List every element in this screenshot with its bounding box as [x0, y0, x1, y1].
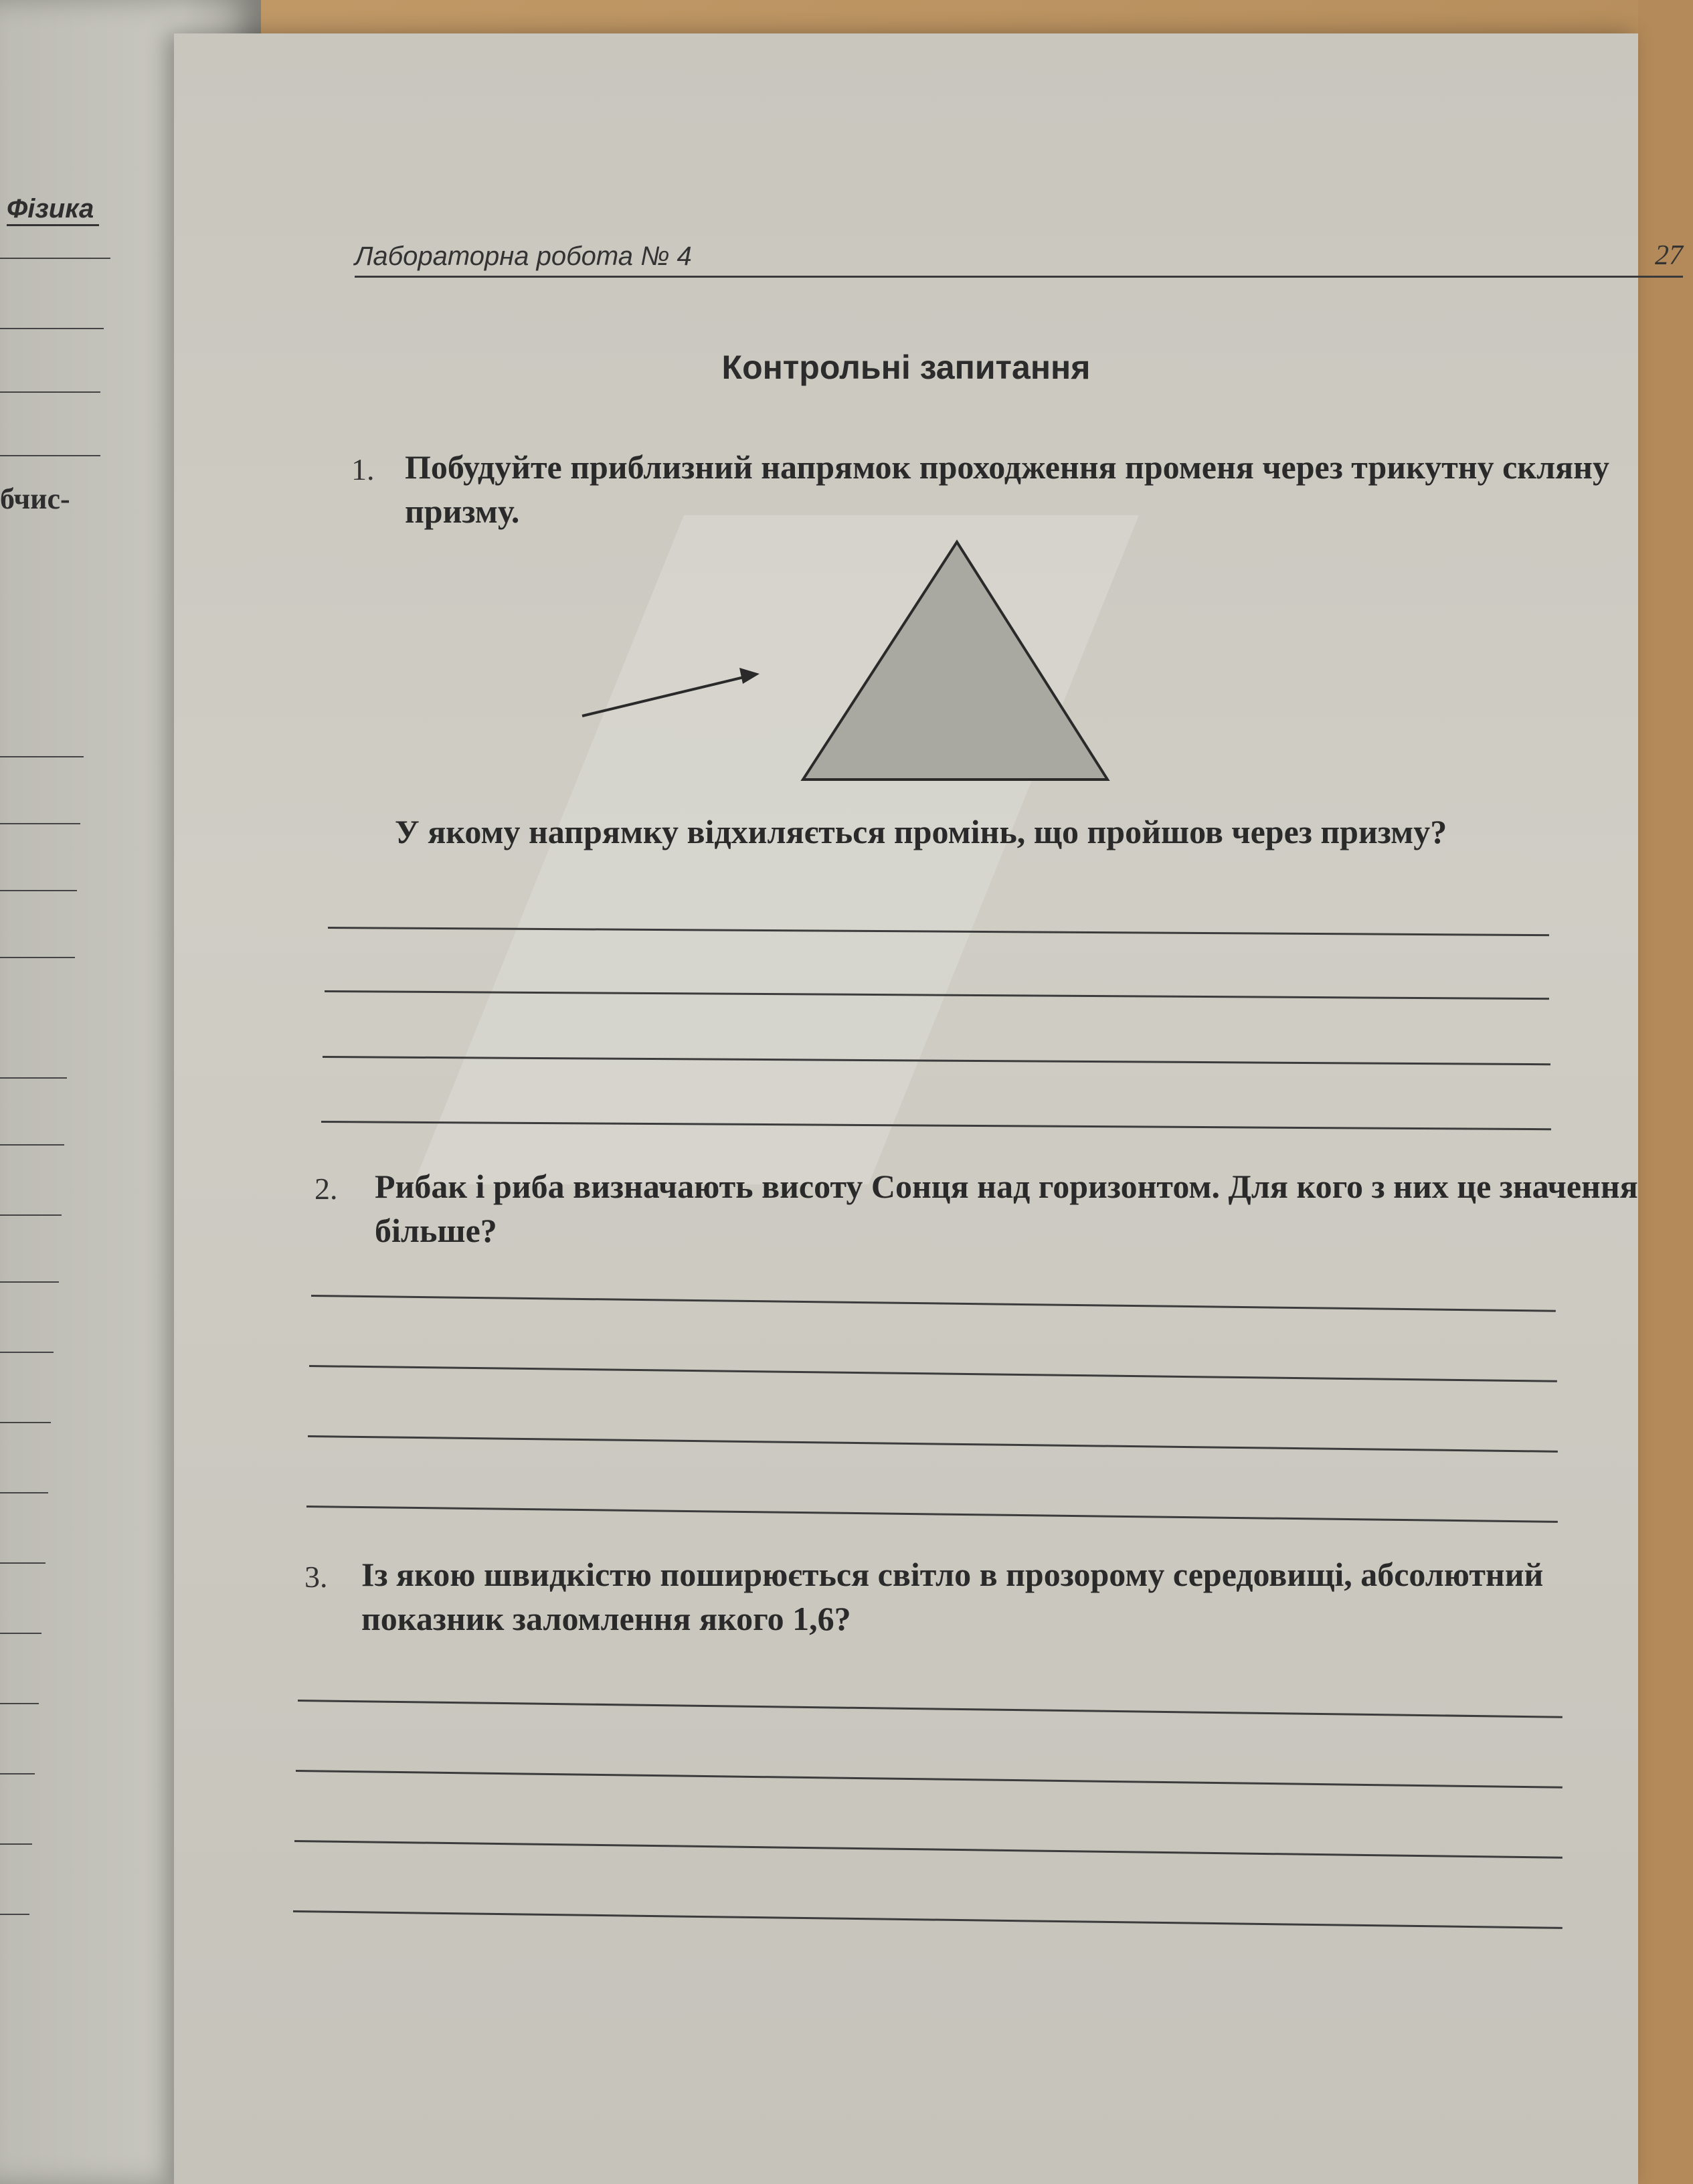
left-answer-line	[0, 1077, 67, 1079]
answer-line[interactable]	[306, 1506, 1558, 1523]
question-number: 3.	[304, 1560, 328, 1594]
left-answer-line	[0, 957, 75, 958]
left-answer-line	[0, 1422, 51, 1423]
left-answer-line	[0, 1914, 29, 1915]
left-answer-line	[0, 1562, 46, 1564]
left-answer-line	[0, 1492, 48, 1493]
running-header	[355, 227, 1683, 278]
left-answer-line	[0, 890, 77, 891]
left-answer-line	[0, 1144, 64, 1146]
left-word-fragment: бчис-	[0, 482, 70, 515]
prism-triangle	[803, 542, 1107, 780]
left-answer-line	[0, 1703, 39, 1704]
page-number: 27	[1655, 240, 1683, 271]
left-answer-line	[0, 391, 100, 393]
left-answer-line	[0, 1281, 59, 1283]
left-page-header: Фізика	[7, 194, 99, 226]
answer-line[interactable]	[294, 1840, 1563, 1859]
question-text: Побудуйте приблизний напрямок проходження променя через трикутну скляну призму.	[405, 448, 1609, 530]
left-answer-line	[0, 1843, 32, 1845]
left-answer-line	[0, 328, 104, 329]
left-answer-line	[0, 455, 100, 456]
answer-line[interactable]	[296, 1770, 1563, 1789]
left-answer-line	[0, 1633, 41, 1634]
left-answer-line	[0, 1352, 54, 1353]
answer-line[interactable]	[293, 1910, 1563, 1929]
question-text: Із якою швидкістю поширюється світло в прозорому середовищі, абсолютний показник заломлення якого 1,6?	[361, 1556, 1544, 1637]
section-title: Контрольні запитання	[721, 349, 1091, 386]
left-header-line	[0, 258, 110, 259]
left-answer-line	[0, 756, 84, 757]
answer-line[interactable]	[298, 1700, 1563, 1718]
question-number: 2.	[315, 1172, 338, 1206]
question-number: 1.	[351, 452, 375, 486]
running-title: Лабораторна робота № 4	[355, 242, 692, 271]
left-answer-line	[0, 1773, 35, 1774]
left-answer-line	[0, 823, 80, 824]
prism-diagram	[709, 515, 1378, 796]
left-answer-line	[0, 1214, 62, 1216]
answer-line[interactable]	[311, 1295, 1556, 1312]
question-text: Рибак і риба визначають висоту Сонця над горизонтом. Для кого з них це значення більше?	[375, 1168, 1638, 1249]
answer-line[interactable]	[309, 1365, 1557, 1382]
question-subtext: У якому напрямку відхиляється промінь, що пройшов через призму?	[395, 813, 1447, 850]
answer-line[interactable]	[308, 1435, 1558, 1453]
arrow-head-icon	[739, 668, 760, 684]
workbook-page	[174, 33, 1683, 2184]
